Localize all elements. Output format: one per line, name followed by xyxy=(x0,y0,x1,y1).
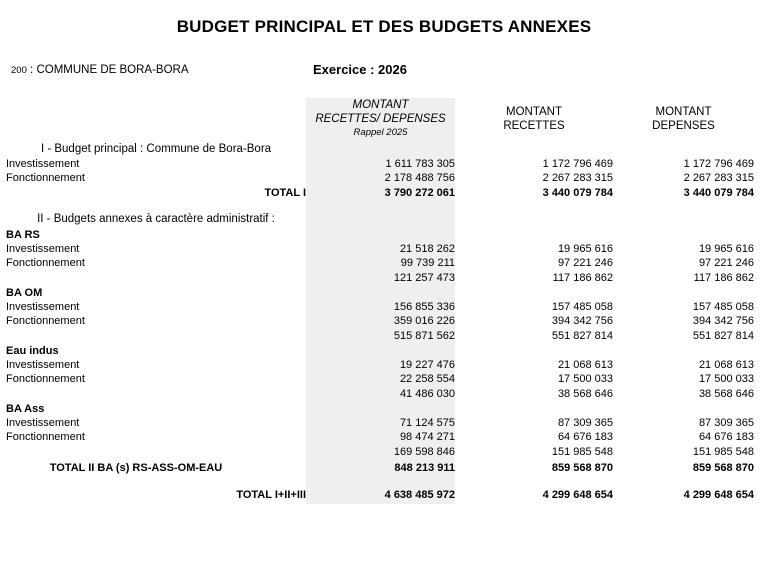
total-II-row xyxy=(6,459,754,476)
annexe-name-c3 xyxy=(613,343,754,358)
table-row xyxy=(6,157,754,171)
section-II-title-c2 xyxy=(455,210,613,227)
section-I-title: I - Budget principal : Commune de Bora-Bora xyxy=(40,142,272,155)
annexe-subtotal-label xyxy=(6,386,306,401)
row-value-c2: 157 485 058 xyxy=(551,301,613,313)
row-value-c2: 64 676 183 xyxy=(557,431,613,443)
annexe-subtotal-label xyxy=(6,328,306,343)
annexe-name-row xyxy=(6,401,754,416)
header-col3 xyxy=(613,98,754,140)
grand-total-c3: 4 299 648 654 xyxy=(683,488,754,501)
annexe-name-c2 xyxy=(455,227,613,242)
row-value-c2: 21 068 613 xyxy=(557,359,613,371)
header-col3-line1: MONTANT xyxy=(655,106,712,118)
annexe-subtotal-label xyxy=(6,444,306,459)
annexe-subtotal-row xyxy=(6,386,754,401)
table-row xyxy=(6,430,754,444)
row-value-c1: 1 611 783 305 xyxy=(306,157,455,171)
row-value-c3: 87 309 365 xyxy=(698,417,754,429)
budget-table xyxy=(6,98,754,504)
row-value-c1: 22 258 554 xyxy=(306,372,455,386)
row-label: Investissement xyxy=(6,359,80,371)
commune-code: 200 xyxy=(11,65,27,76)
row-value-c2: 2 267 283 315 xyxy=(542,172,613,184)
spacer-row xyxy=(6,476,754,485)
header-col1-line2: RECETTES/ DEPENSES xyxy=(315,113,446,125)
annexe-name: BA OM xyxy=(6,286,43,299)
row-value-c3: 64 676 183 xyxy=(698,431,754,443)
section-II-title: II - Budgets annexes à caractère administratif : xyxy=(37,212,275,225)
row-label: Fonctionnement xyxy=(6,257,85,269)
header-label-cell xyxy=(6,98,306,140)
grand-total-row xyxy=(6,485,754,504)
row-label: Investissement xyxy=(6,243,80,255)
spacer-c2 xyxy=(455,476,613,485)
annexe-name-c3 xyxy=(613,285,754,300)
total-II-label: TOTAL II BA (s) RS-ASS-OM-EAU xyxy=(49,461,223,474)
header-col1-line1: MONTANT xyxy=(352,99,409,111)
spacer-c1 xyxy=(306,201,455,210)
spacer-c3 xyxy=(613,476,754,485)
grand-total-c2: 4 299 648 654 xyxy=(542,488,613,501)
section-II-title-c3 xyxy=(613,210,754,227)
annexe-name: BA Ass xyxy=(6,402,45,415)
annexe-subtotal-c1: 169 598 846 xyxy=(306,444,455,459)
header-col2 xyxy=(455,98,613,140)
row-value-c3: 97 221 246 xyxy=(698,257,754,269)
annexe-subtotal-row xyxy=(6,444,754,459)
table-row xyxy=(6,300,754,314)
row-value-c3: 2 267 283 315 xyxy=(683,172,754,184)
annexe-subtotal-c2: 38 568 646 xyxy=(557,387,613,400)
row-value-c1: 99 739 211 xyxy=(306,256,455,270)
table-row xyxy=(6,256,754,270)
exercice-label: Exercice : 2026 xyxy=(313,62,407,77)
page-title: BUDGET PRINCIPAL ET DES BUDGETS ANNEXES xyxy=(176,17,592,36)
row-value-c1: 21 518 262 xyxy=(306,242,455,256)
commune-line xyxy=(11,64,189,76)
annexe-name-row xyxy=(6,343,754,358)
row-value-c2: 1 172 796 469 xyxy=(542,158,613,170)
document-meta xyxy=(0,64,768,84)
annexe-name-row xyxy=(6,285,754,300)
spacer-label xyxy=(6,476,306,485)
row-label: Fonctionnement xyxy=(6,373,85,385)
spacer-c3 xyxy=(613,201,754,210)
annexe-subtotal-c3: 151 985 548 xyxy=(692,445,754,458)
commune-separator: : xyxy=(26,64,37,76)
row-label: Fonctionnement xyxy=(6,315,85,327)
table-row xyxy=(6,372,754,386)
row-value-c1: 71 124 575 xyxy=(306,416,455,430)
table-header-row xyxy=(6,98,754,140)
total-I-label: TOTAL I xyxy=(264,187,306,199)
spacer-c2 xyxy=(455,201,613,210)
annexe-name-c1 xyxy=(306,227,455,242)
total-II-c2: 859 568 870 xyxy=(551,461,613,474)
row-value-c1: 156 855 336 xyxy=(306,300,455,314)
section-I-title-c3 xyxy=(613,140,754,157)
annexe-name-c3 xyxy=(613,227,754,242)
annexe-subtotal-c2: 551 827 814 xyxy=(551,329,613,342)
annexe-subtotal-c3: 117 186 862 xyxy=(693,271,754,284)
row-value-c1: 2 178 488 756 xyxy=(306,171,455,185)
annexe-name-c3 xyxy=(613,401,754,416)
table-row xyxy=(6,358,754,372)
row-value-c3: 1 172 796 469 xyxy=(683,158,754,170)
total-I-c1: 3 790 272 061 xyxy=(306,185,455,201)
row-value-c2: 87 309 365 xyxy=(557,417,613,429)
row-label: Fonctionnement xyxy=(6,172,85,184)
total-I-c3: 3 440 079 784 xyxy=(683,187,754,199)
total-II-c3: 859 568 870 xyxy=(692,461,754,474)
row-value-c3: 394 342 756 xyxy=(692,315,754,327)
annexe-name-c1 xyxy=(306,343,455,358)
commune-name: COMMUNE DE BORA-BORA xyxy=(36,64,189,76)
row-value-c2: 97 221 246 xyxy=(557,257,613,269)
row-value-c1: 98 474 271 xyxy=(306,430,455,444)
total-I-row xyxy=(6,185,754,201)
row-value-c2: 19 965 616 xyxy=(557,243,613,255)
annexe-name: Eau indus xyxy=(6,344,59,357)
grand-total-c1: 4 638 485 972 xyxy=(306,485,455,504)
annexe-name-c2 xyxy=(455,343,613,358)
section-II-title-c1 xyxy=(306,210,455,227)
row-value-c2: 394 342 756 xyxy=(551,315,613,327)
annexe-subtotal-c2: 151 985 548 xyxy=(551,445,613,458)
header-col2-line2: RECETTES xyxy=(503,120,565,132)
annexe-subtotal-row xyxy=(6,270,754,285)
annexe-subtotal-label xyxy=(6,270,306,285)
row-label: Investissement xyxy=(6,301,80,313)
table-row xyxy=(6,171,754,185)
annexe-subtotal-row xyxy=(6,328,754,343)
annexe-subtotal-c3: 551 827 814 xyxy=(692,329,754,342)
annexe-name-c2 xyxy=(455,401,613,416)
annexe-name-c1 xyxy=(306,285,455,300)
spacer-row xyxy=(6,201,754,210)
row-label: Fonctionnement xyxy=(6,431,85,443)
annexe-subtotal-c3: 38 568 646 xyxy=(698,387,754,400)
table-row xyxy=(6,242,754,256)
row-value-c3: 21 068 613 xyxy=(698,359,754,371)
header-col1-line3: Rappel 2025 xyxy=(353,127,408,138)
header-col2-line1: MONTANT xyxy=(505,106,562,118)
section-I-title-c2 xyxy=(455,140,613,157)
header-col3-line2: DEPENSES xyxy=(652,120,715,132)
annexe-subtotal-c1: 41 486 030 xyxy=(306,386,455,401)
section-I-title-row xyxy=(6,140,754,157)
grand-total-label: TOTAL I+II+III xyxy=(236,488,306,501)
annexe-name-row xyxy=(6,227,754,242)
total-II-c1: 848 213 911 xyxy=(306,459,455,476)
row-label: Investissement xyxy=(6,158,80,170)
spacer-label xyxy=(6,201,306,210)
header-col1 xyxy=(306,98,455,140)
annexe-subtotal-c1: 515 871 562 xyxy=(306,328,455,343)
annexe-subtotal-c2: 117 186 862 xyxy=(552,271,613,284)
section-II-title-row xyxy=(6,210,754,227)
section-I-title-c1 xyxy=(306,140,455,157)
row-label: Investissement xyxy=(6,417,80,429)
annexe-name-c1 xyxy=(306,401,455,416)
table-row xyxy=(6,416,754,430)
row-value-c3: 157 485 058 xyxy=(692,301,754,313)
row-value-c2: 17 500 033 xyxy=(557,373,613,385)
table-row xyxy=(6,314,754,328)
annexe-name-c2 xyxy=(455,285,613,300)
row-value-c1: 19 227 476 xyxy=(306,358,455,372)
row-value-c3: 17 500 033 xyxy=(698,373,754,385)
total-I-c2: 3 440 079 784 xyxy=(542,187,613,199)
row-value-c3: 19 965 616 xyxy=(698,243,754,255)
annexe-name: BA RS xyxy=(6,228,40,241)
spacer-c1 xyxy=(306,476,455,485)
annexe-subtotal-c1: 121 257 473 xyxy=(306,270,455,285)
row-value-c1: 359 016 226 xyxy=(306,314,455,328)
